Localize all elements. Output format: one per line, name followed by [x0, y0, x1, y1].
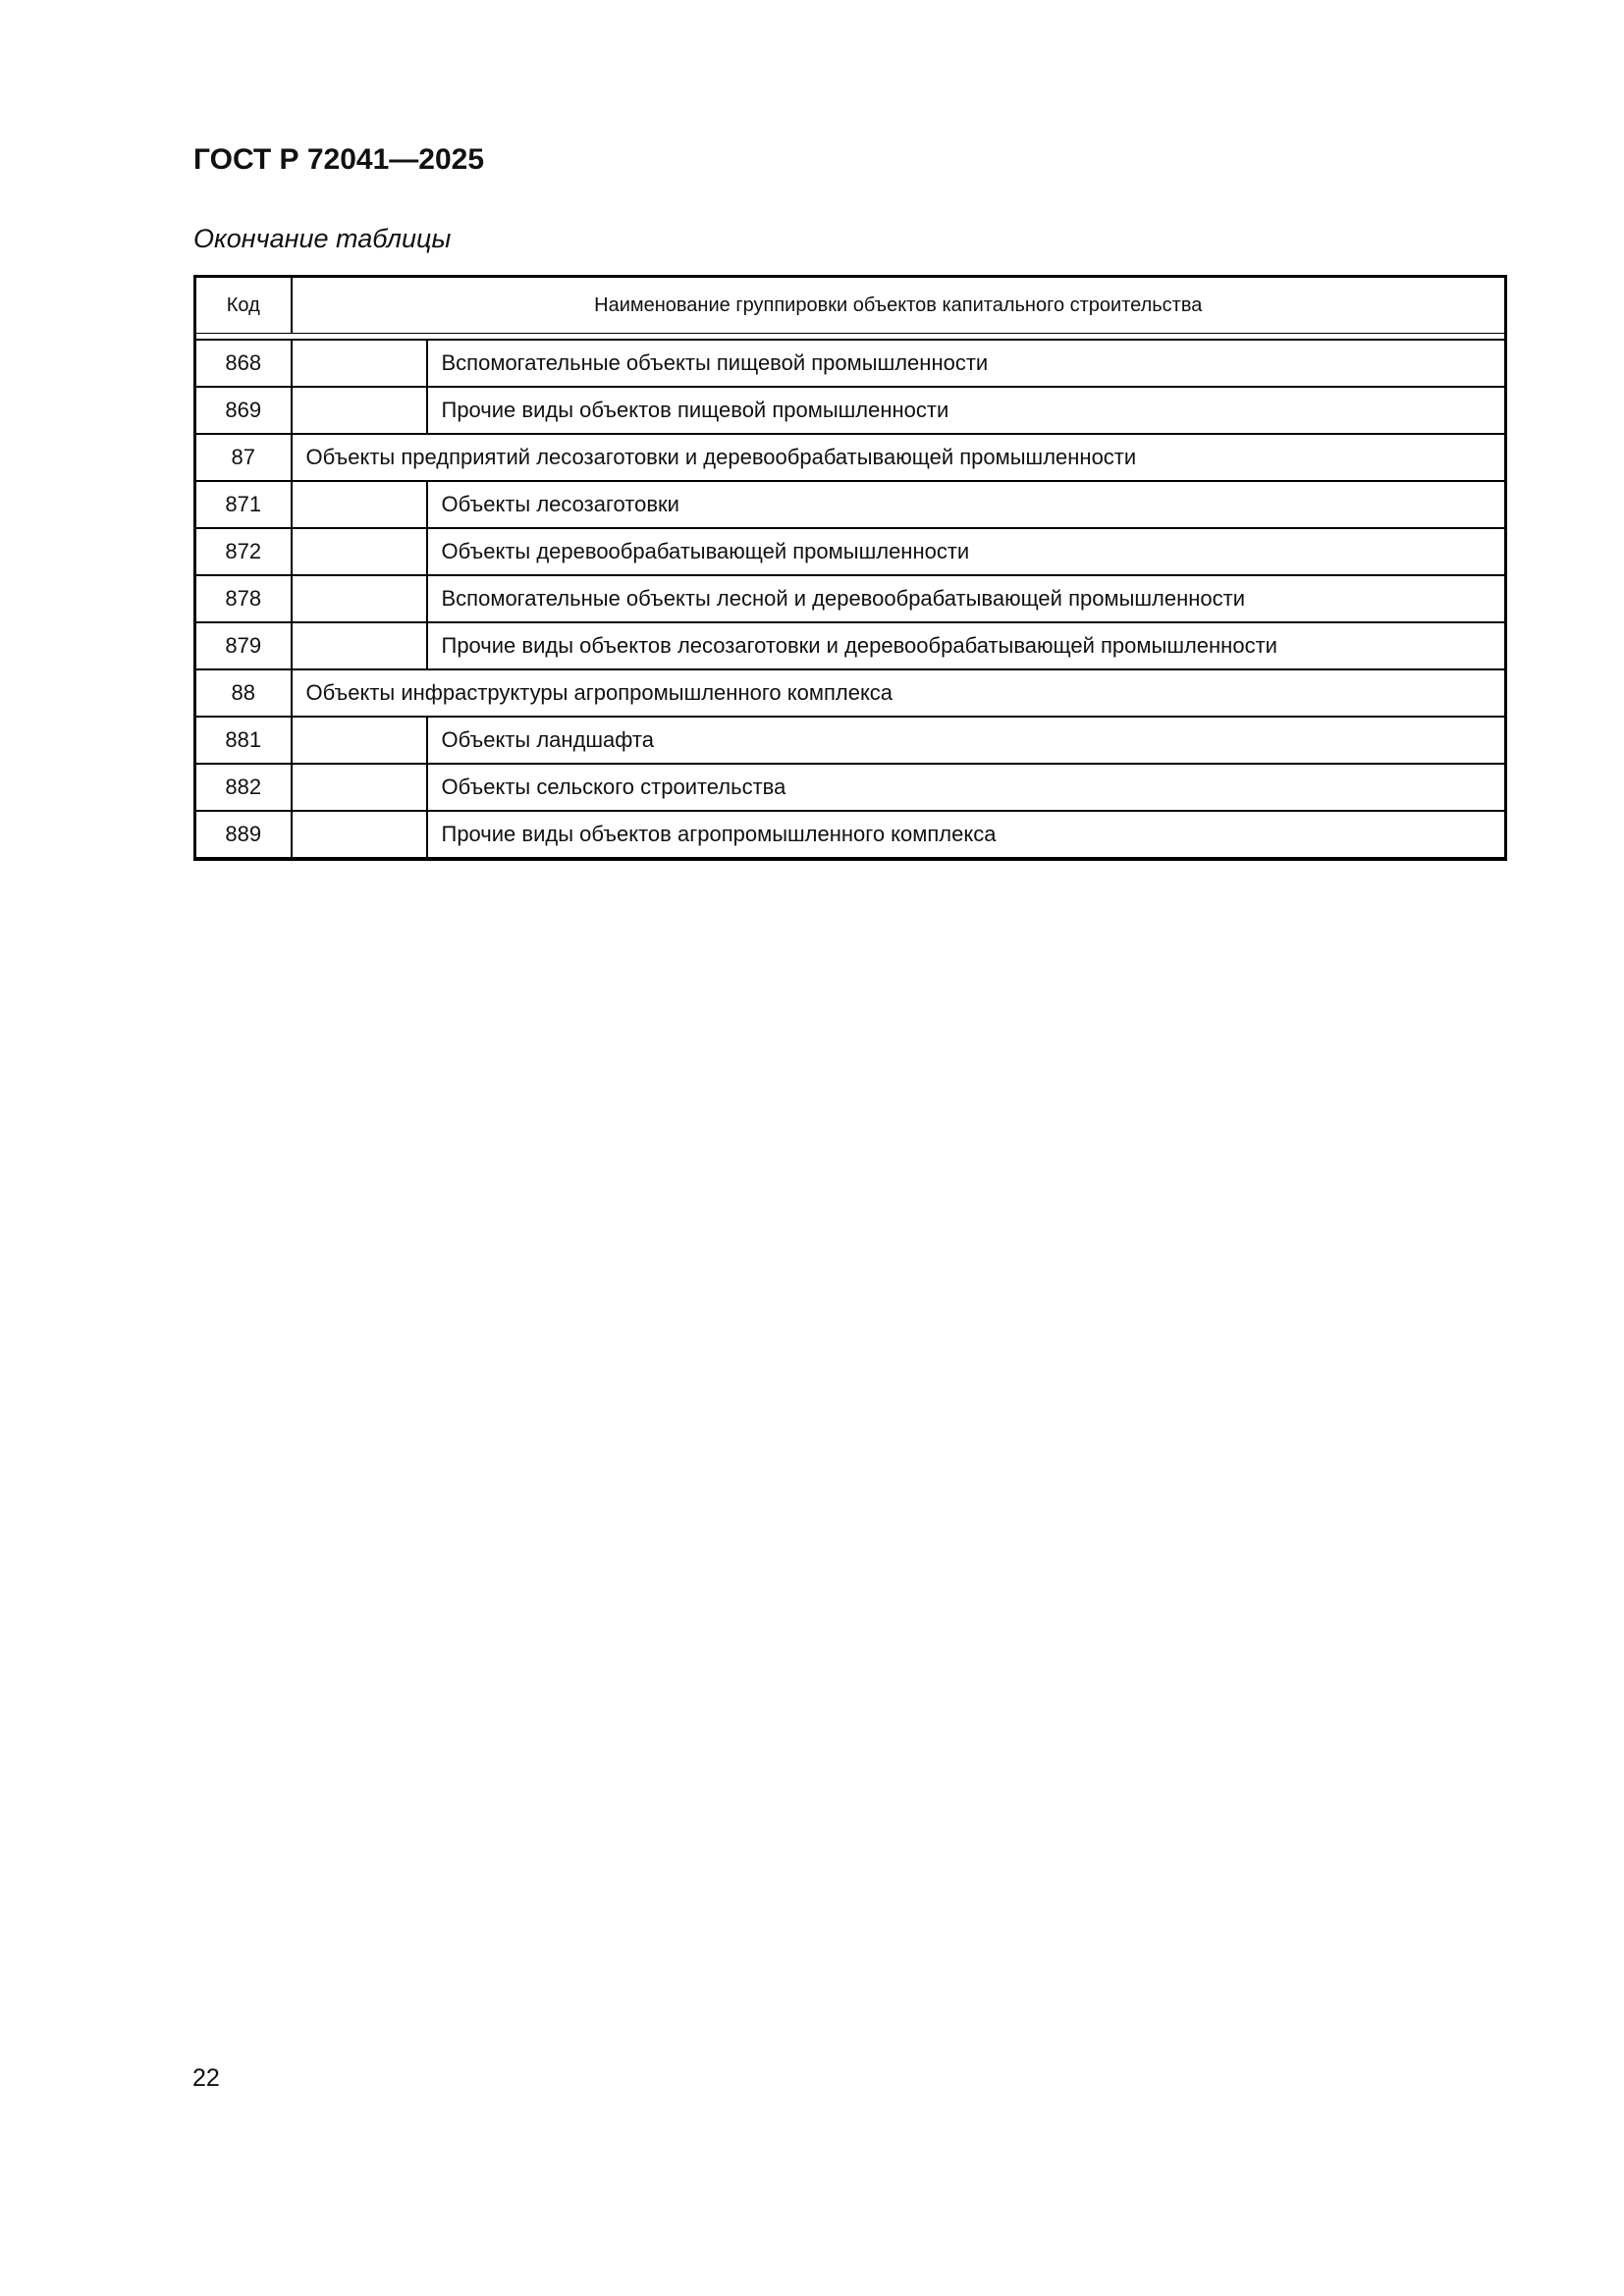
indent-cell [292, 340, 427, 387]
name-cell: Объекты ландшафта [427, 717, 1506, 764]
name-cell: Объекты инфраструктуры агропромышленного комплекса [292, 669, 1506, 717]
code-cell: 872 [195, 528, 292, 575]
indent-cell [292, 622, 427, 669]
column-header-name: Наименование группировки объектов капитального строительства [292, 277, 1506, 334]
table-row [195, 340, 1506, 387]
indent-cell [292, 528, 427, 575]
name-cell: Объекты предприятий лесозаготовки и деревообрабатывающей промышленности [292, 434, 1506, 481]
name-cell: Объекты деревообрабатывающей промышленности [427, 528, 1506, 575]
table-row [195, 764, 1506, 811]
indent-cell [292, 717, 427, 764]
code-cell: 881 [195, 717, 292, 764]
table-row [195, 811, 1506, 859]
table-row [195, 528, 1506, 575]
name-cell: Прочие виды объектов пищевой промышленности [427, 387, 1506, 434]
name-cell: Прочие виды объектов лесозаготовки и деревообрабатывающей промышленности [427, 622, 1506, 669]
table-row [195, 575, 1506, 622]
code-cell: 868 [195, 340, 292, 387]
table-header [195, 277, 1506, 341]
code-cell: 882 [195, 764, 292, 811]
classification-table [193, 275, 1507, 861]
table-continuation-caption: Окончание таблицы [193, 224, 452, 253]
table-row [195, 434, 1506, 481]
table-row [195, 669, 1506, 717]
document-code-header: ГОСТ Р 72041—2025 [193, 143, 485, 176]
table-row [195, 622, 1506, 669]
table-row [195, 717, 1506, 764]
indent-cell [292, 387, 427, 434]
table-row [195, 387, 1506, 434]
code-cell: 871 [195, 481, 292, 528]
indent-cell [292, 764, 427, 811]
code-cell: 87 [195, 434, 292, 481]
table-body [195, 340, 1506, 859]
code-cell: 869 [195, 387, 292, 434]
column-header-code: Код [195, 277, 292, 334]
code-cell: 889 [195, 811, 292, 859]
code-cell: 879 [195, 622, 292, 669]
code-cell: 88 [195, 669, 292, 717]
name-cell: Объекты сельского строительства [427, 764, 1506, 811]
indent-cell [292, 811, 427, 859]
name-cell: Вспомогательные объекты лесной и деревообрабатывающей промышленности [427, 575, 1506, 622]
header-row [195, 277, 1506, 334]
name-cell: Объекты лесозаготовки [427, 481, 1506, 528]
code-cell: 878 [195, 575, 292, 622]
table-row [195, 481, 1506, 528]
name-cell: Прочие виды объектов агропромышленного комплекса [427, 811, 1506, 859]
page-number: 22 [192, 2064, 220, 2092]
indent-cell [292, 481, 427, 528]
name-cell: Вспомогательные объекты пищевой промышленности [427, 340, 1506, 387]
indent-cell [292, 575, 427, 622]
